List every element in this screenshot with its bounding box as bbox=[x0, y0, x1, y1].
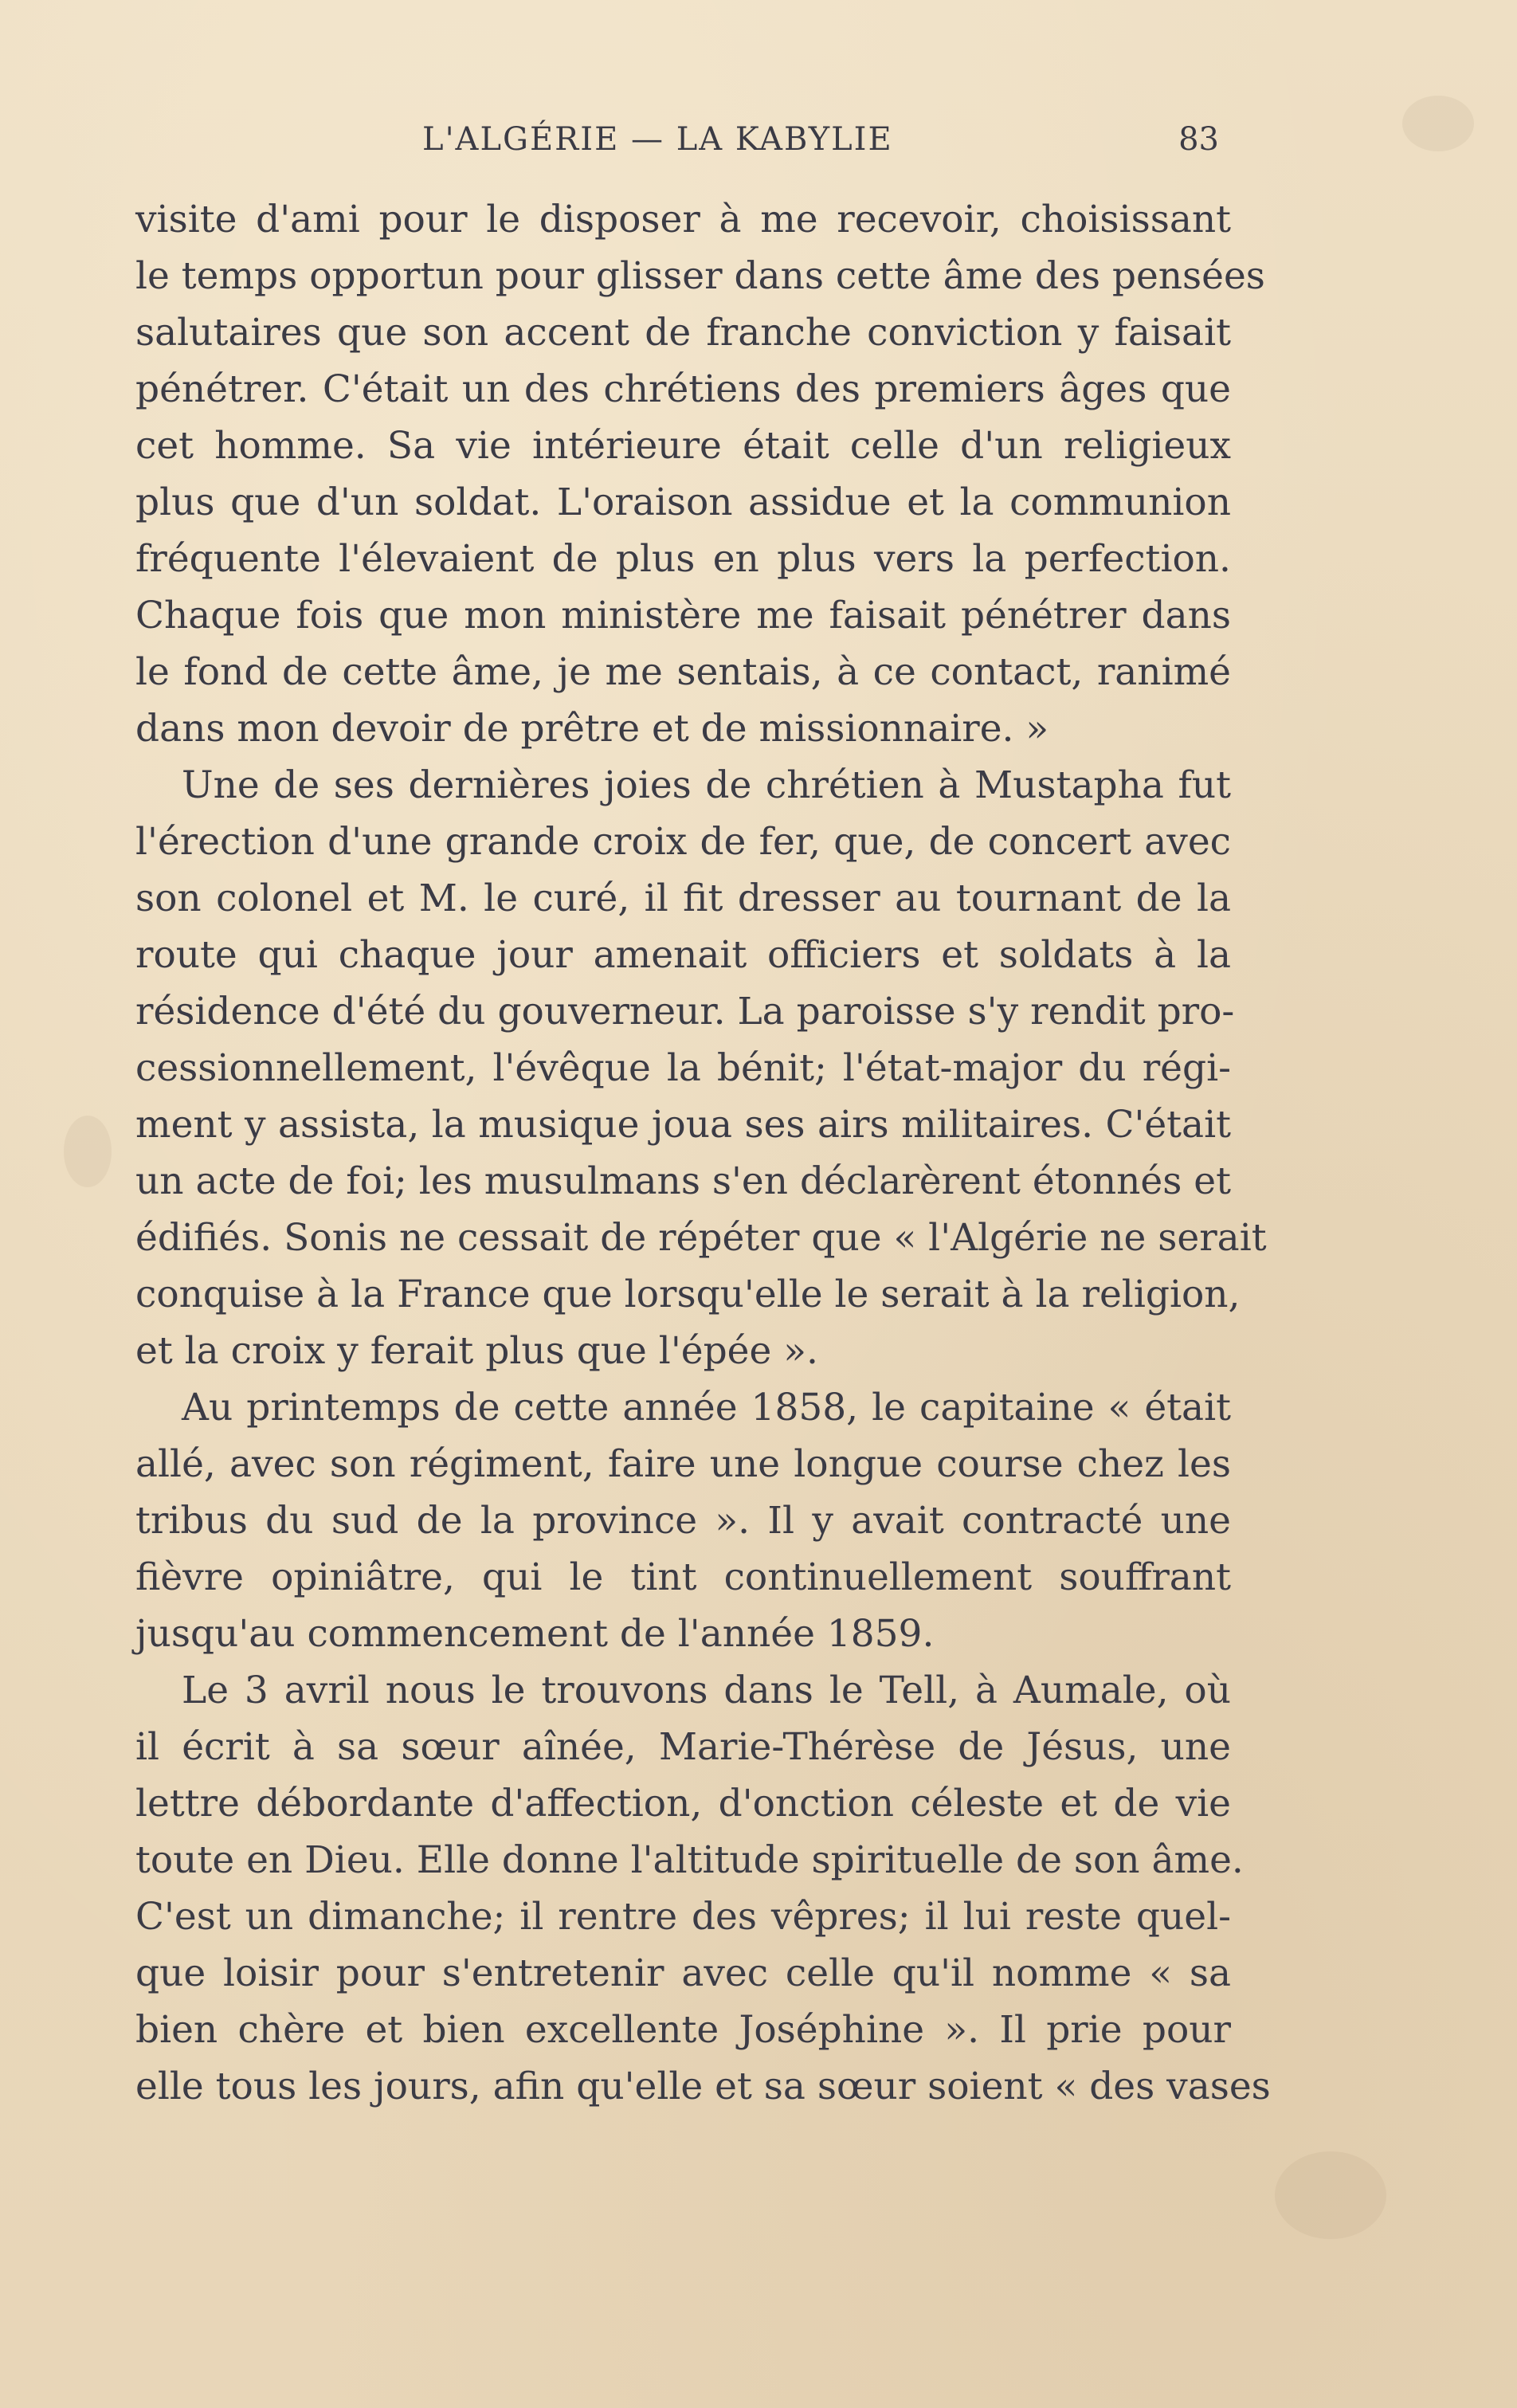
paper-stain bbox=[1275, 2151, 1386, 2239]
running-title: L'ALGÉRIE — LA KABYLIE bbox=[422, 121, 893, 158]
text-line: ment y assista, la musique joua ses airs militaires. C'était bbox=[135, 1103, 1231, 1147]
text-line: jusqu'au commencement de l'année 1859. bbox=[135, 1612, 935, 1656]
text-line: pénétrer. C'était un des chrétiens des premiers âges que bbox=[135, 367, 1231, 411]
text-line: fréquente l'élevaient de plus en plus vers la perfection. bbox=[135, 537, 1231, 581]
paper-stain bbox=[64, 1116, 112, 1187]
text-line: allé, avec son régiment, faire une longue course chez les bbox=[135, 1442, 1231, 1486]
text-line: cet homme. Sa vie intérieure était celle d'un religieux bbox=[135, 424, 1231, 468]
text-line: Au printemps de cette année 1858, le capitaine « était bbox=[182, 1386, 1231, 1430]
text-line: résidence d'été du gouverneur. La paroisse s'y rendit pro- bbox=[135, 990, 1235, 1033]
text-line: édifiés. Sonis ne cessait de répéter que « l'Algérie ne serait bbox=[135, 1216, 1267, 1260]
running-head bbox=[135, 121, 1219, 169]
text-line: salutaires que son accent de franche conviction y faisait bbox=[135, 311, 1231, 355]
text-line: l'érection d'une grande croix de fer, que, de concert avec bbox=[135, 820, 1231, 864]
text-line: un acte de foi; les musulmans s'en déclarèrent étonnés et bbox=[135, 1159, 1232, 1203]
paper-stain bbox=[1402, 96, 1474, 151]
text-line: route qui chaque jour amenait officiers et soldats à la bbox=[135, 933, 1231, 977]
text-line: le fond de cette âme, je me sentais, à ce contact, ranimé bbox=[135, 650, 1231, 694]
page-number: 83 bbox=[1178, 121, 1219, 158]
text-line: Une de ses dernières joies de chrétien à Mustapha fut bbox=[182, 763, 1231, 807]
text-line: bien chère et bien excellente Joséphine ». Il prie pour bbox=[135, 2008, 1231, 2052]
text-line: conquise à la France que lorsqu'elle le serait à la religion, bbox=[135, 1273, 1241, 1316]
text-line: son colonel et M. le curé, il fit dresser au tournant de la bbox=[135, 877, 1231, 920]
text-line: cessionnellement, l'évêque la bénit; l'état-major du régi- bbox=[135, 1046, 1231, 1090]
text-line: et la croix y ferait plus que l'épée ». bbox=[135, 1329, 818, 1373]
text-line: toute en Dieu. Elle donne l'altitude spirituelle de son âme. bbox=[135, 1838, 1244, 1882]
text-line: lettre débordante d'affection, d'onction céleste et de vie bbox=[135, 1782, 1231, 1826]
text-line: le temps opportun pour glisser dans cette âme des pensées bbox=[135, 254, 1265, 298]
text-line: Le 3 avril nous le trouvons dans le Tell, à Aumale, où bbox=[182, 1669, 1231, 1712]
text-line: Chaque fois que mon ministère me faisait pénétrer dans bbox=[135, 594, 1231, 637]
text-line: C'est un dimanche; il rentre des vêpres; il lui reste quel- bbox=[135, 1895, 1231, 1939]
text-line: tribus du sud de la province ». Il y avait contracté une bbox=[135, 1499, 1231, 1543]
body-text bbox=[135, 191, 1271, 2115]
text-line: plus que d'un soldat. L'oraison assidue et la communion bbox=[135, 480, 1231, 524]
text-line: elle tous les jours, afin qu'elle et sa sœur soient « des vases bbox=[135, 2065, 1271, 2108]
text-line: visite d'ami pour le disposer à me recevoir, choisissant bbox=[135, 198, 1231, 241]
text-line: dans mon devoir de prêtre et de missionnaire. » bbox=[135, 707, 1049, 751]
text-line: il écrit à sa sœur aînée, Marie-Thérèse de Jésus, une bbox=[135, 1725, 1231, 1769]
text-line: que loisir pour s'entretenir avec celle qu'il nomme « sa bbox=[135, 1951, 1231, 1995]
text-line: fièvre opiniâtre, qui le tint continuellement souffrant bbox=[135, 1555, 1231, 1599]
